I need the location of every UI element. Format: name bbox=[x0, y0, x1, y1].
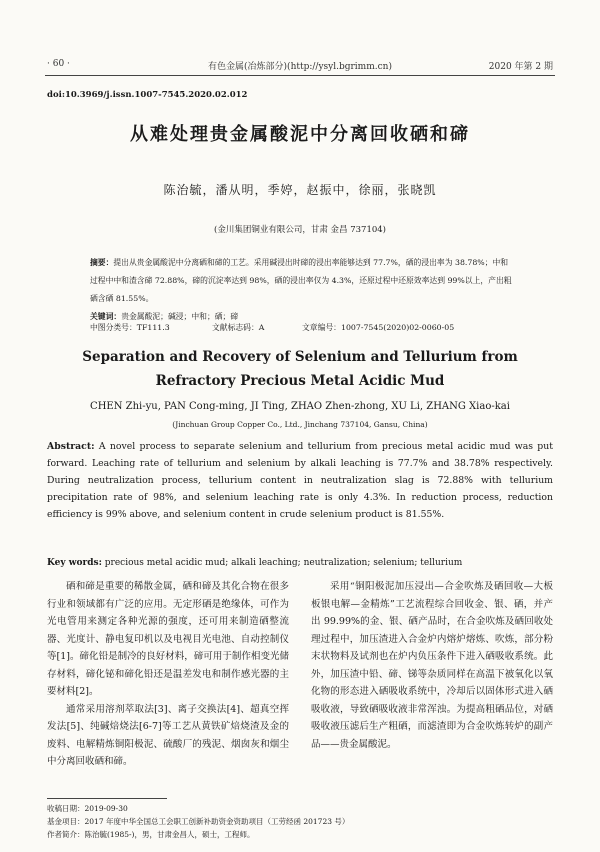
received-date: 收稿日期：2019-09-30 bbox=[47, 804, 128, 813]
affiliation-zh: (金川集团铜业有限公司，甘肃 金昌 737104) bbox=[214, 225, 386, 235]
keywords-zh-label: 关键词： bbox=[90, 312, 122, 321]
footnote-rule bbox=[47, 798, 167, 799]
paper-title-en-line1: Separation and Recovery of Selenium and Tellurium from bbox=[82, 349, 518, 365]
body-left-column bbox=[47, 578, 289, 771]
body-paragraph: 通常采用溶剂萃取法[3]、离子交换法[4]、超真空挥发法[5]、纯碱焙烧法[6-7]等工艺从黄铁矿焙烧渣及金的废料、电解精炼铜阳极泥、硫酸厂的残泥、烟囱灰和烟尘中分离回收硒和碲。 bbox=[47, 703, 289, 767]
body-right-column bbox=[311, 578, 553, 753]
abstract-en bbox=[47, 438, 553, 523]
abstract-zh-text: 提出从贵金属酸泥中分离硒和碲的工艺。采用碱浸出时碲的浸出率能够达到 77.7%，硒的浸出率为 38.78%；中和过程中中和渣含碲 72.88%，碲的沉淀率达到 98%，硒的浸出率仅为 4.3%，还原过程中还原效率达到 99%以上，产出粗硒含硒 81.55%。 bbox=[90, 258, 512, 303]
doi: doi:10.3969/j.issn.1007-7545.2020.02.012 bbox=[47, 90, 248, 100]
page-number: · 60 · bbox=[47, 59, 70, 69]
abstract-en-text: A novel process to separate selenium and tellurium from precious metal acidic mud was put forward. Leaching rate of tellurium and selenium by alkali leaching is 77.7% and 38.78% respectively. During neutralization process, tellurium content in neutralization slag is 72.88% with tellurium precipitation rate of 98%, and selenium leaching rate is only 4.3%. In reduction process, reduction efficiency is 99% above, and selenium content in crude selenium product is 81.55%. bbox=[47, 441, 553, 520]
issue-header: 2020 年第 2 期 bbox=[488, 62, 553, 72]
authors-zh: 陈治毓，潘从明，季婷，赵振中，徐丽，张晓凯 bbox=[163, 183, 437, 197]
abstract-zh-label: 摘要： bbox=[90, 258, 114, 267]
body-paragraph: 采用“铜阳极泥加压浸出—合金吹炼及硒回收—大板板银电解—金精炼”工艺流程综合回收金、银、硒，并产出 99.99%的金、银、硒产品时，在合金吹炼及硒回收处理过程中，加压渣进入合金炉内熔炉熔炼、吹炼，部分粉末状物料及试剂也在炉内负压条件下进入硒吸收系统。此外，加压渣中铅、碲、锑等杂质同样在高温下被氧化以氧化物的形态进入硒吸收系统中，冷却后以固体形式进入硒吸收液，导致硒吸收液非常浑浊。为提高粗硒品位，对硒吸收液压滤后生产粗硒，而滤渣即为合金吹炼转炉的副产品——贵金属酸泥。 bbox=[311, 581, 553, 750]
paper-title-zh: 从难处理贵金属酸泥中分离回收硒和碲 bbox=[130, 124, 470, 145]
clc-number: 中图分类号：TF111.3 bbox=[90, 323, 170, 332]
keywords-en bbox=[47, 558, 553, 568]
author-bio: 作者简介：陈治毓(1985-)，男，甘肃金昌人，硕士，工程师。 bbox=[47, 830, 255, 839]
keywords-en-label: Key words: bbox=[47, 558, 102, 568]
keywords-zh-text: 贵金属酸泥；碱浸；中和；硒；碲 bbox=[121, 312, 239, 321]
journal-header: 有色金属(冶炼部分)(http://ysyl.bgrimm.cn) bbox=[208, 62, 392, 72]
paper-title-en-line2: Refractory Precious Metal Acidic Mud bbox=[155, 373, 445, 389]
keywords-en-text: precious metal acidic mud; alkali leaching; neutralization; selenium; tellurium bbox=[104, 558, 463, 568]
affiliation-en: (Jinchuan Group Copper Co., Ltd., Jinchang 737104, Gansu, China) bbox=[172, 420, 428, 429]
document-code: 文献标志码：A bbox=[212, 323, 265, 332]
paper-title-en bbox=[0, 345, 600, 393]
header-rule bbox=[45, 75, 555, 76]
abstract-zh bbox=[90, 254, 514, 326]
article-number: 文章编号：1007-7545(2020)02-0060-05 bbox=[302, 323, 455, 332]
body-paragraph: 硒和碲是重要的稀散金属，硒和碲及其化合物在很多行业和领域都有广泛的应用。无定形硒是绝缘体，可作为光电管用来测定各种光源的强度，还可用来制造硒整流器、光度计、静电复印机以及电视目光电池、自动控制仪等[1]。碲化铅是制冷的良好材料，碲可用于制作相变光储存材料，碲化铋和碲化铅还是温差发电和制作感光器的主要材料[2]。 bbox=[47, 581, 289, 697]
fund-note: 基金项目：2017 年度中华全国总工会职工创新补助资金资助项目（工劳经函 201723 号） bbox=[47, 817, 350, 826]
abstract-en-label: Abstract: bbox=[47, 441, 95, 452]
authors-en: CHEN Zhi-yu, PAN Cong-ming, JI Ting, ZHAO Zhen-zhong, XU Li, ZHANG Xiao-kai bbox=[90, 401, 510, 412]
